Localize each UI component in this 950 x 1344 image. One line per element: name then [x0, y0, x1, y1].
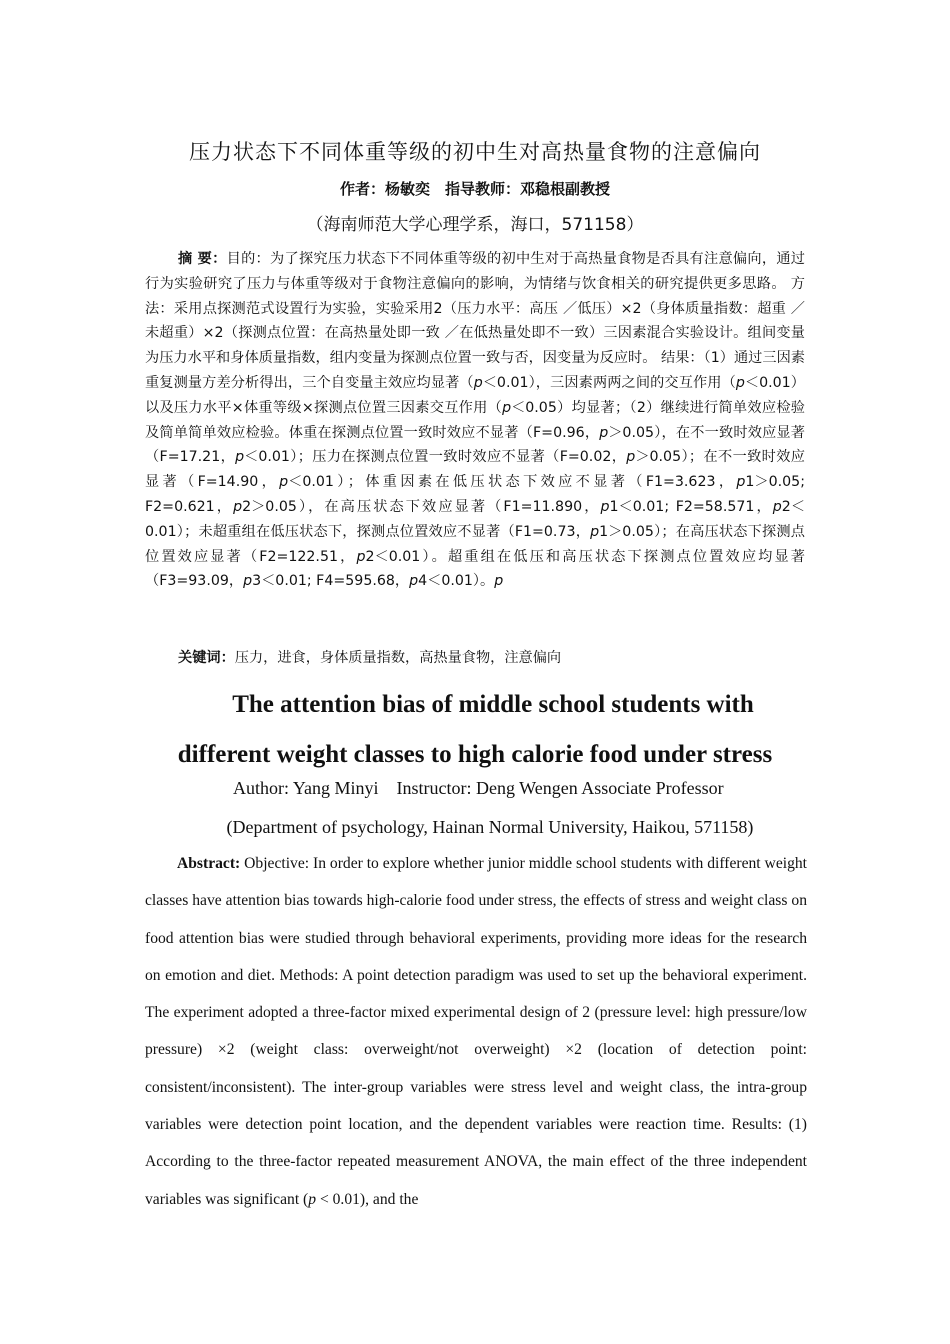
- p-symbol: p: [735, 374, 745, 391]
- p-symbol: p: [409, 573, 419, 590]
- chinese-keywords: [145, 646, 805, 670]
- abstract-text: 1＜0.01; F2=58.571，: [609, 498, 773, 515]
- abstract-text: ＜0.01），三因素两两之间的交互作用（: [482, 374, 736, 391]
- english-title-line-2: different weight classes to high calorie food under stress: [177, 741, 773, 768]
- abstract-text: 目的：为了探究压力状态下不同体重等级的初中生对于高热量食物是否具有注意偏向，通过行为实验研究了压力与体重等级对于食物注意偏向的影响，为情绪与饮食相关的研究提供更多思路。 方法：采用点探测范式设置行为实验，实验采用2（压力水平：高压 ／低压）×2（身体质量指数：超重 ／未超重）×2（探测点位置：在高热量处即一致 ／在低热量处即不一致）三因素混合实验设计。组间变量为压力水平和身体质量指数，组内变量为探测点位置一致与否，因变量为反应时。 结果：（1）通过三因素重复测量方差分析得出，三个自变量主效应均显著（: [145, 251, 805, 391]
- abstract-text: ＜0.01）；体重因素在低压状态下效应不显著（F1=3.623，: [288, 474, 737, 491]
- english-affiliation: (Department of psychology, Hainan Normal University, Haikou, 571158): [226, 817, 754, 837]
- p-symbol: p: [502, 399, 512, 416]
- english-author-line: Author: Yang Minyi Instructor: Deng Wengen Associate Professor: [233, 778, 724, 798]
- p-symbol: p: [473, 374, 483, 391]
- abstract-text: 4＜0.01）。: [418, 573, 495, 590]
- chinese-title: 压力状态下不同体重等级的初中生对高热量食物的注意偏向: [189, 140, 761, 164]
- p-symbol: p: [599, 424, 609, 441]
- english-title-line-1: The attention bias of middle school students with: [232, 691, 754, 718]
- abstract-text: 1＞0.05; F2=0.621，: [145, 474, 805, 515]
- keywords-text: 压力，进食，身体质量指数，高热量食物，注意偏向: [234, 650, 562, 666]
- p-symbol: p: [494, 573, 504, 590]
- abstract-text: 1＞0.05）；在高压状态下探测点位置效应显著（F2=122.51，: [145, 523, 805, 565]
- abstract-text: ＜0.05）均显著；（2）继续进行简单效应检验及简单简单效应检验。体重在探测点位置一致时效应不显著（F=0.96，: [145, 399, 805, 441]
- abstract-text: 3＜0.01; F4=595.68，: [252, 573, 410, 590]
- english-abstract: [145, 845, 807, 1218]
- p-symbol: p: [279, 474, 289, 491]
- p-symbol: p: [356, 548, 366, 565]
- p-symbol: p: [233, 498, 243, 515]
- abstract-text: 2＜0.01）。超重组在低压和高压状态下探测点位置效应均显著（F3=93.09，: [145, 548, 805, 590]
- p-symbol: p: [736, 474, 746, 491]
- abstract-text: ＞0.05）；在不一致时效应显著（F=14.90，: [145, 449, 805, 491]
- abstract-text: ＜0.01）；压力在探测点位置一致时效应不显著（F=0.02，: [244, 449, 627, 466]
- english-abstract-label: Abstract:: [177, 855, 241, 872]
- p-symbol: p: [600, 498, 610, 515]
- abstract-text: 2＜0.01）；未超重组在低压状态下，探测点位置效应不显著（F1=0.73，: [145, 498, 806, 540]
- chinese-affiliation: （海南师范大学心理学系，海口，571158）: [306, 215, 644, 235]
- chinese-abstract: [145, 247, 805, 594]
- english-abstract-text: Objective: In order to explore whether junior middle school students with different weight classes have attention bias towards high-calorie food under stress, the effects of stress and weight class on food attention bias were studied through behavioral experiments, providing more ideas for the research on emotion and diet. Methods: A point detection paradigm was used to set up the behavioral experiment. The experiment adopted a three-factor mixed experimental design of 2 (pressure level: high pressure/low pressure) ×2 (weight class: overweight/not overweight) ×2 (location of detection point: consistent/inconsistent). The inter-group variables were stress level and weight class, the intra-group variables were detection point location, and the dependent variables were reaction time. Results: (1) According to the three-factor repeated measurement ANOVA, the main effect of the three independent variables was significant (: [145, 855, 807, 1208]
- p-symbol: p: [590, 523, 600, 540]
- chinese-abstract-label: 摘 要：: [178, 251, 227, 267]
- keywords-label: 关键词：: [178, 650, 235, 666]
- p-symbol: p: [626, 449, 636, 466]
- p-symbol: p: [235, 449, 245, 466]
- english-abstract-tail: < 0.01), and the: [316, 1190, 419, 1208]
- p-symbol: p: [308, 1190, 317, 1208]
- p-symbol: p: [772, 498, 782, 515]
- chinese-author-line: 作者：杨敏奕 指导教师：邓稳根副教授: [339, 180, 610, 198]
- abstract-text: ＜0.01）以及压力水平×体重等级×探测点位置三因素交互作用（: [145, 374, 805, 416]
- english-title: [145, 680, 805, 780]
- p-symbol: p: [243, 573, 253, 590]
- abstract-text: ＞0.05），在不一致时效应显著（F=17.21，: [145, 424, 805, 466]
- abstract-text: 2＞0.05），在高压状态下效应显著（F1=11.890，: [242, 498, 601, 515]
